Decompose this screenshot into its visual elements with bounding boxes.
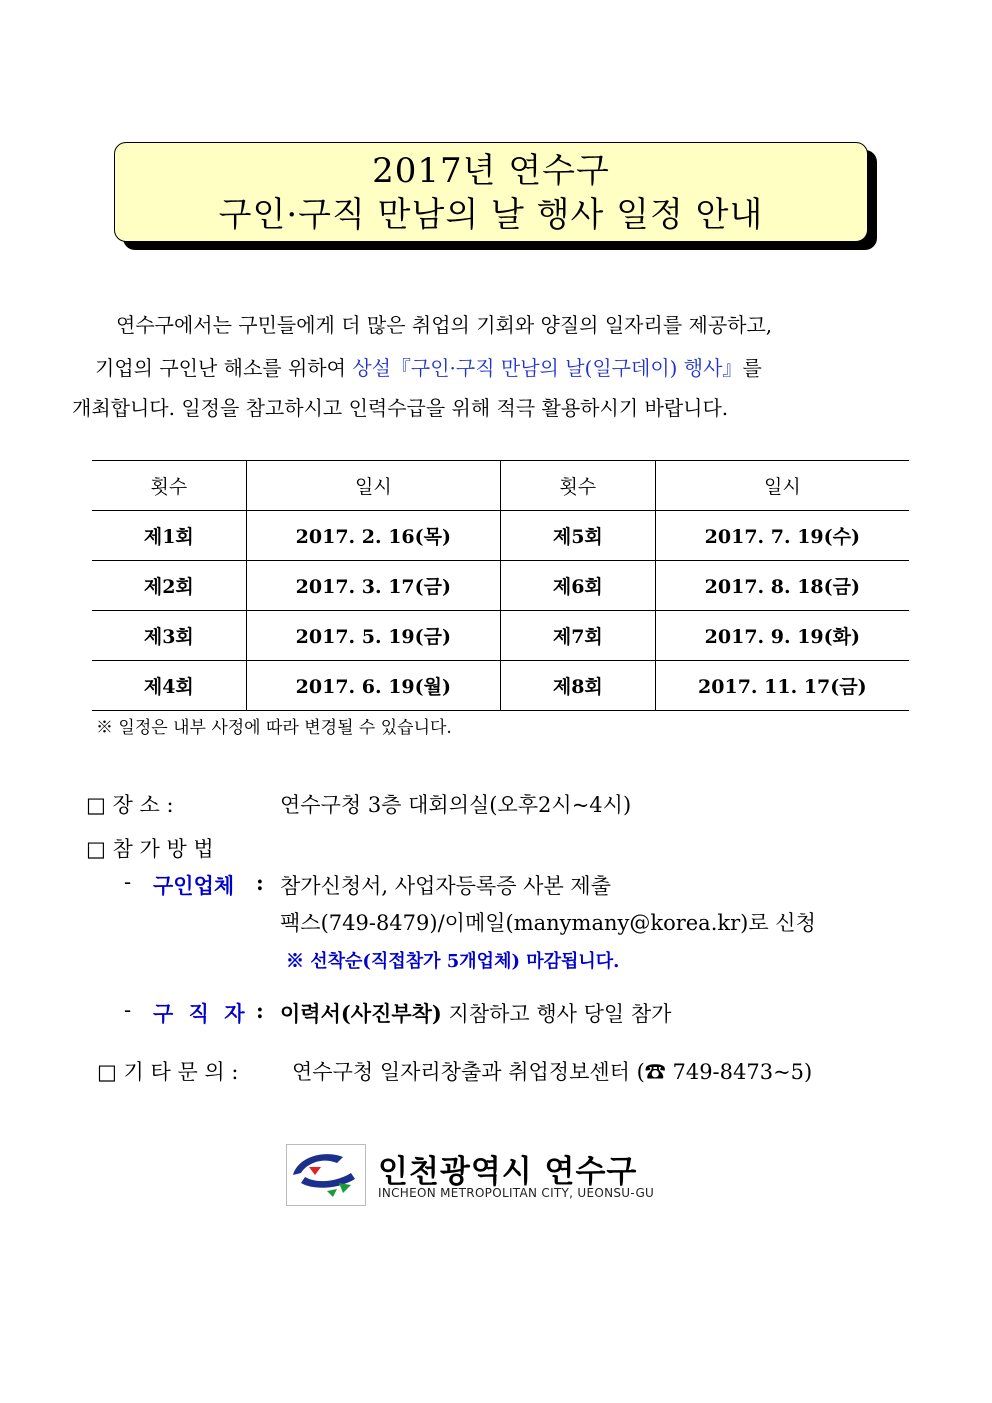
- round-cell: 제1회: [92, 511, 246, 561]
- date-cell: 2017. 5. 19(금): [246, 611, 500, 661]
- employer-label: 구인업체: [153, 873, 235, 898]
- employer-dash: -: [124, 870, 132, 894]
- date-cell: 2017. 3. 17(금): [246, 561, 500, 611]
- schedule-note: ※ 일정은 내부 사정에 따라 변경될 수 있습니다.: [96, 718, 452, 738]
- employer-line-2: 팩스(749-8479)/이메일(manymany@korea.kr)로 신청: [280, 911, 816, 935]
- table-row: [92, 611, 909, 661]
- table-row: [92, 511, 909, 561]
- header-round: 횟수: [92, 461, 246, 511]
- inquiry-label: □ 기 타 문 의 :: [97, 1060, 239, 1084]
- round-cell: 제8회: [500, 661, 655, 711]
- round-cell: 제2회: [92, 561, 246, 611]
- title-box: [114, 142, 868, 242]
- schedule-table: [92, 460, 909, 711]
- intro-line-2-post: 를: [742, 356, 762, 380]
- title-line-2: 구인·구직 만남의 날 행사 일정 안내: [218, 195, 764, 235]
- header-date: 일시: [246, 461, 500, 511]
- header-date: 일시: [655, 461, 909, 511]
- jobseeker-value-rest: 지참하고 행사 당일 참가: [441, 1002, 672, 1026]
- table-row: [92, 661, 909, 711]
- yeonsu-emblem-icon: [287, 1145, 365, 1205]
- place-value: 연수구청 3층 대회의실(오후2시~4시): [280, 793, 632, 817]
- event-name-highlight: 상설『구인·구직 만남의 날(일구데이) 행사』: [352, 356, 743, 380]
- intro-line-3: 개최합니다. 일정을 참고하시고 인력수급을 위해 적극 활용하시기 바랍니다.: [72, 396, 729, 420]
- title-line-1: 2017년 연수구: [372, 151, 610, 191]
- round-cell: 제4회: [92, 661, 246, 711]
- date-cell: 2017. 11. 17(금): [655, 661, 909, 711]
- date-cell: 2017. 9. 19(화): [655, 611, 909, 661]
- table-header-row: [92, 461, 909, 511]
- inquiry-value: 연수구청 일자리창출과 취업정보센터 (☎ 749-8473~5): [292, 1060, 813, 1084]
- employer-line-1: 참가신청서, 사업자등록증 사본 제출: [280, 874, 611, 898]
- date-cell: 2017. 7. 19(수): [655, 511, 909, 561]
- employer-colon: :: [256, 870, 264, 895]
- intro-line-2-pre: 기업의 구인난 해소를 위하여: [95, 356, 353, 380]
- date-cell: 2017. 2. 16(목): [246, 511, 500, 561]
- header-round: 횟수: [500, 461, 655, 511]
- date-cell: 2017. 6. 19(월): [246, 661, 500, 711]
- method-label: □ 참 가 방 법: [86, 837, 214, 861]
- intro-line-2: [95, 348, 762, 388]
- place-label: □ 장 소 :: [86, 793, 174, 817]
- date-cell: 2017. 8. 18(금): [655, 561, 909, 611]
- jobseeker-label: 구 직 자: [153, 1001, 249, 1026]
- jobseeker-dash: -: [124, 998, 132, 1022]
- round-cell: 제7회: [500, 611, 655, 661]
- round-cell: 제5회: [500, 511, 655, 561]
- table-row: [92, 561, 909, 611]
- first-come-notice: ※ 선착순(직접참가 5개업체) 마감됩니다.: [286, 951, 620, 972]
- jobseeker-resume: 이력서(사진부착): [280, 1001, 442, 1026]
- logo-org-name: 인천광역시 연수구: [378, 1154, 638, 1190]
- yeonsu-logo-emblem: [286, 1144, 366, 1206]
- jobseeker-colon: :: [256, 998, 264, 1023]
- intro-line-1: 연수구에서는 구민들에게 더 많은 취업의 기회와 양질의 일자리를 제공하고,: [116, 313, 773, 337]
- round-cell: 제3회: [92, 611, 246, 661]
- round-cell: 제6회: [500, 561, 655, 611]
- jobseeker-value: [280, 998, 671, 1028]
- logo-org-subtitle: INCHEON METROPOLITAN CITY, UEONSU-GU: [378, 1186, 655, 1200]
